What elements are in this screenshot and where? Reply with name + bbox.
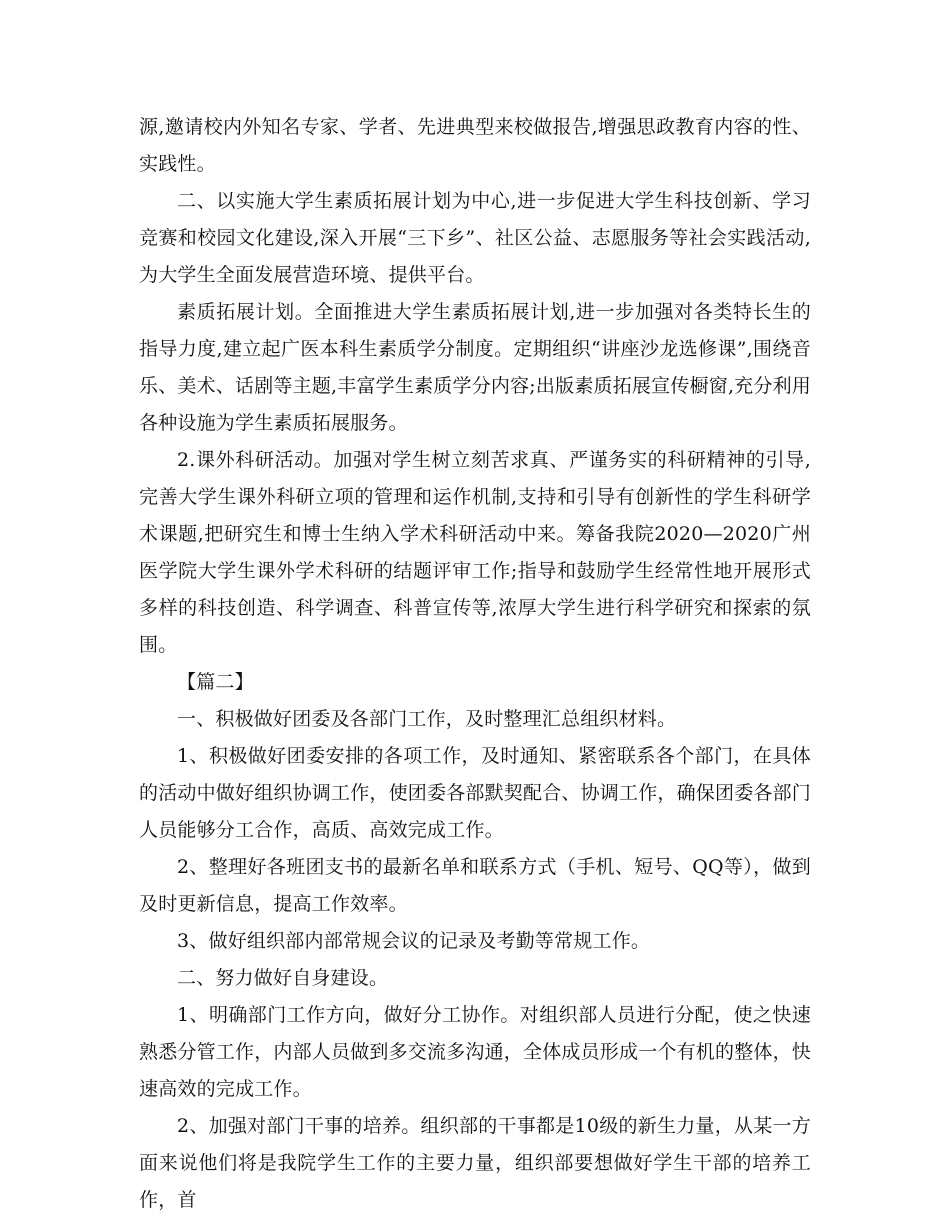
- paragraph-9: 3、做好组织部内部常规会议的记录及考勤等常规工作。: [177, 930, 651, 952]
- paragraph-10: 二、努力做好自身建设。: [177, 967, 389, 989]
- paragraph-4: 2.课外科研活动。加强对学生树立刻苦求真、严谨务实的科研精神的引导,完善大学生课外科研立项的管理和运作机制,支持和引导有创新性的学生科研学术课题,把研究生和博士生纳入学术科研活动中来。筹备我院2020—2020广州医学院大学生课外学术科研的结题评审工作;指导和鼓励学生经常性地开展形式多样的科技创造、科学调查、科普宣传等,浓厚大学生进行科学研究和探索的氛围。: [139, 449, 811, 656]
- document-body: [139, 109, 811, 1219]
- paragraph-3: 素质拓展计划。全面推进大学生素质拓展计划,进一步加强对各类特长生的指导力度,建立起广医本科生素质学分制度。定期组织“讲座沙龙选修课”,围绕音乐、美术、话剧等主题,丰富学生素质学分内容;出版素质拓展宣传橱窗,充分利用各种设施为学生素质拓展服务。: [139, 301, 811, 434]
- paragraph-8: 2、整理好各班团支书的最新名单和联系方式（手机、短号、QQ等），做到及时更新信息，提高工作效率。: [139, 856, 811, 915]
- paragraph-1: 源,邀请校内外知名专家、学者、先进典型来校做报告,增强思政教育内容的性、实践性。: [139, 116, 811, 175]
- paragraph-6: 一、积极做好团委及各部门工作，及时整理汇总组织材料。: [177, 708, 677, 730]
- section-heading: 【篇二】: [177, 671, 254, 693]
- paragraph-12: 2、加强对部门干事的培养。组织部的干事都是10级的新生力量，从某一方面来说他们将是我院学生工作的主要力量，组织部要想做好学生干部的培养工作，首: [139, 1115, 811, 1211]
- paragraph-11: 1、明确部门工作方向，做好分工协作。对组织部人员进行分配，使之快速熟悉分管工作，内部人员做到多交流多沟通，全体成员形成一个有机的整体，快速高效的完成工作。: [139, 1004, 812, 1100]
- paragraph-2: 二、以实施大学生素质拓展计划为中心,进一步促进大学生科技创新、学习竞赛和校园文化建设,深入开展“三下乡”、社区公益、志愿服务等社会实践活动,为大学生全面发展营造环境、提供平台。: [139, 190, 811, 286]
- paragraph-7: 1、积极做好团委安排的各项工作，及时通知、紧密联系各个部门，在具体的活动中做好组织协调工作，使团委各部默契配合、协调工作，确保团委各部门人员能够分工合作，高质、高效完成工作。: [139, 745, 812, 841]
